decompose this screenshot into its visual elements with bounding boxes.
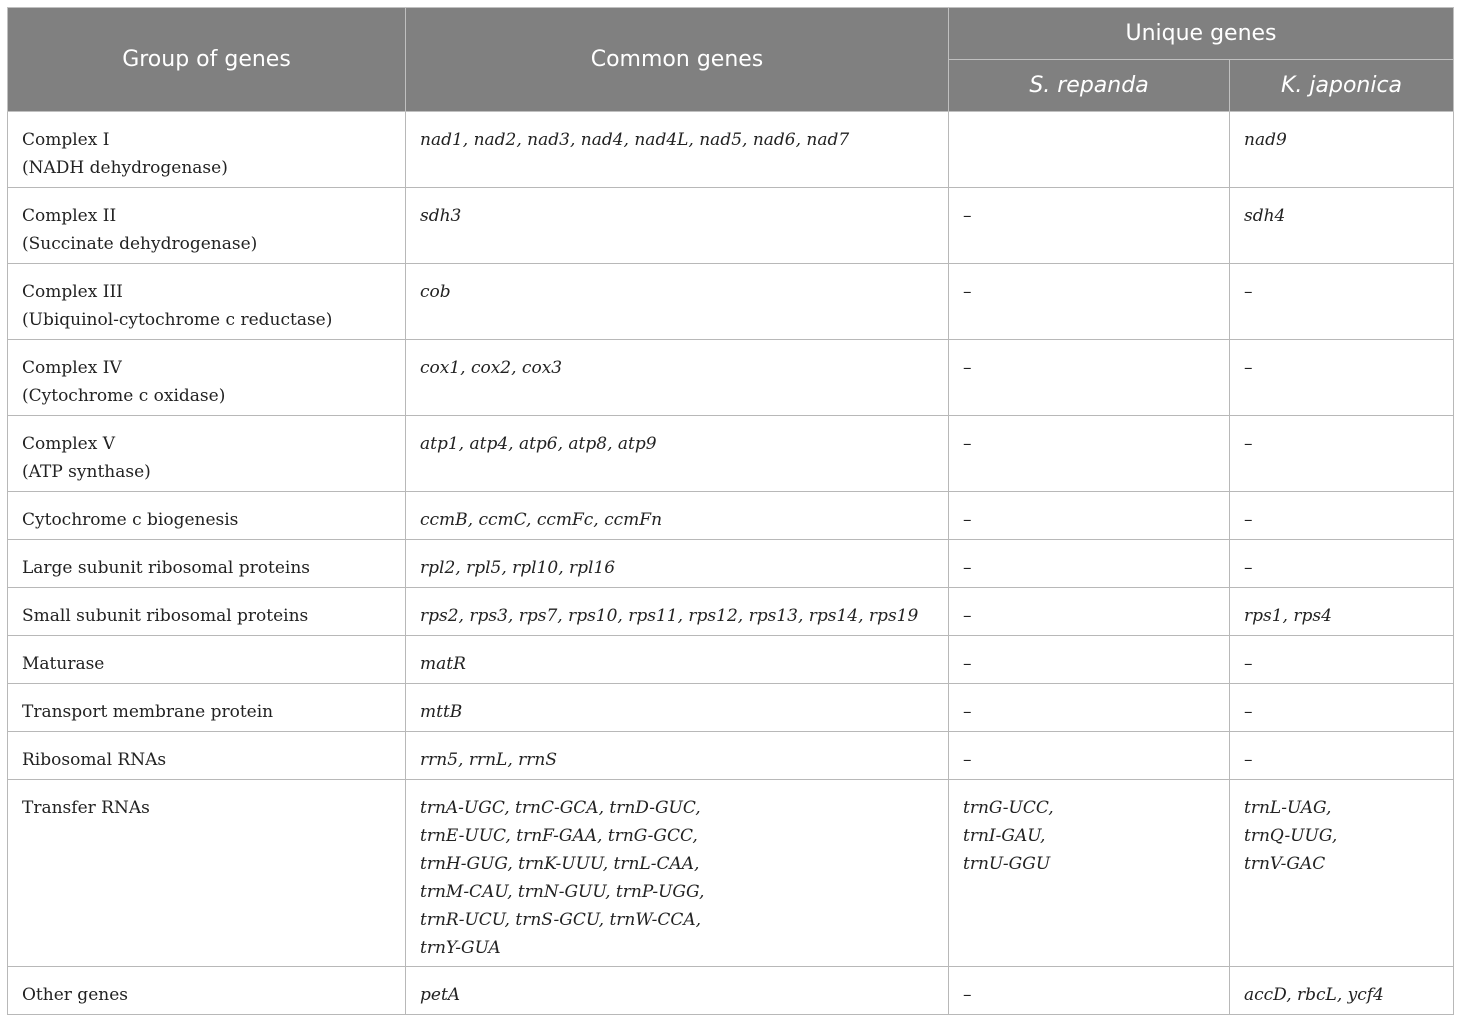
common-genes-cell: ccmB, ccmC, ccmFc, ccmFn [406,492,949,540]
group-cell: Small subunit ribosomal proteins [8,588,406,636]
k-japonica-cell: nad9 [1230,112,1454,188]
s-repanda-cell: – [949,416,1230,492]
header-common-genes: Common genes [406,8,949,112]
common-genes-cell: sdh3 [406,188,949,264]
s-repanda-cell: – [949,732,1230,780]
header-species-s-repanda: S. repanda [949,60,1230,112]
s-repanda-cell: – [949,492,1230,540]
common-genes-cell: nad1, nad2, nad3, nad4, nad4L, nad5, nad6, nad7 [406,112,949,188]
k-japonica-cell: – [1230,540,1454,588]
table-row [8,112,1454,188]
k-japonica-cell: sdh4 [1230,188,1454,264]
group-cell: Large subunit ribosomal proteins [8,540,406,588]
s-repanda-cell: – [949,684,1230,732]
k-japonica-cell: – [1230,340,1454,416]
group-cell: Transfer RNAs [8,780,406,967]
genes-table [7,7,1454,1015]
common-genes-cell: trnA-UGC, trnC-GCA, trnD-GUC, trnE-UUC, trnF-GAA, trnG-GCC, trnH-GUG, trnK-UUU, trnL-CAA, trnM-CAU, trnN-GUU, trnP-UGG, trnR-UCU, trnS-GCU, trnW-CCA, trnY-GUA [406,780,949,967]
group-cell: Cytochrome c biogenesis [8,492,406,540]
group-cell: Maturase [8,636,406,684]
k-japonica-cell: trnL-UAG, trnQ-UUG, trnV-GAC [1230,780,1454,967]
common-genes-cell: petA [406,967,949,1015]
group-cell: Complex IV (Cytochrome c oxidase) [8,340,406,416]
s-repanda-cell: – [949,540,1230,588]
k-japonica-cell: – [1230,636,1454,684]
common-genes-cell: cob [406,264,949,340]
s-repanda-cell: – [949,188,1230,264]
table-row [8,588,1454,636]
k-japonica-cell: – [1230,264,1454,340]
group-cell: Transport membrane protein [8,684,406,732]
common-genes-cell: rps2, rps3, rps7, rps10, rps11, rps12, rps13, rps14, rps19 [406,588,949,636]
s-repanda-cell: – [949,967,1230,1015]
group-cell: Complex III (Ubiquinol-cytochrome c reductase) [8,264,406,340]
header-species-k-japonica: K. japonica [1230,60,1454,112]
group-cell: Complex II (Succinate dehydrogenase) [8,188,406,264]
table-row [8,684,1454,732]
k-japonica-cell: rps1, rps4 [1230,588,1454,636]
group-cell: Complex V (ATP synthase) [8,416,406,492]
common-genes-cell: rrn5, rrnL, rrnS [406,732,949,780]
s-repanda-cell: – [949,588,1230,636]
common-genes-cell: mttB [406,684,949,732]
k-japonica-cell: – [1230,492,1454,540]
common-genes-cell: rpl2, rpl5, rpl10, rpl16 [406,540,949,588]
s-repanda-cell: trnG-UCC, trnI-GAU, trnU-GGU [949,780,1230,967]
table-row [8,188,1454,264]
common-genes-cell: matR [406,636,949,684]
k-japonica-cell: accD, rbcL, ycf4 [1230,967,1454,1015]
table-header [8,8,1454,112]
common-genes-cell: cox1, cox2, cox3 [406,340,949,416]
s-repanda-cell: – [949,264,1230,340]
table-row [8,264,1454,340]
table-row [8,340,1454,416]
header-unique-genes: Unique genes [949,8,1454,60]
table-row [8,492,1454,540]
k-japonica-cell: – [1230,416,1454,492]
common-genes-cell: atp1, atp4, atp6, atp8, atp9 [406,416,949,492]
group-cell: Other genes [8,967,406,1015]
table-row [8,416,1454,492]
table-row [8,732,1454,780]
s-repanda-cell [949,112,1230,188]
header-group-of-genes: Group of genes [8,8,406,112]
group-cell: Complex I (NADH dehydrogenase) [8,112,406,188]
table-row [8,540,1454,588]
s-repanda-cell: – [949,636,1230,684]
s-repanda-cell: – [949,340,1230,416]
group-cell: Ribosomal RNAs [8,732,406,780]
table-row [8,967,1454,1015]
k-japonica-cell: – [1230,684,1454,732]
table-row [8,780,1454,967]
table-row [8,636,1454,684]
k-japonica-cell: – [1230,732,1454,780]
